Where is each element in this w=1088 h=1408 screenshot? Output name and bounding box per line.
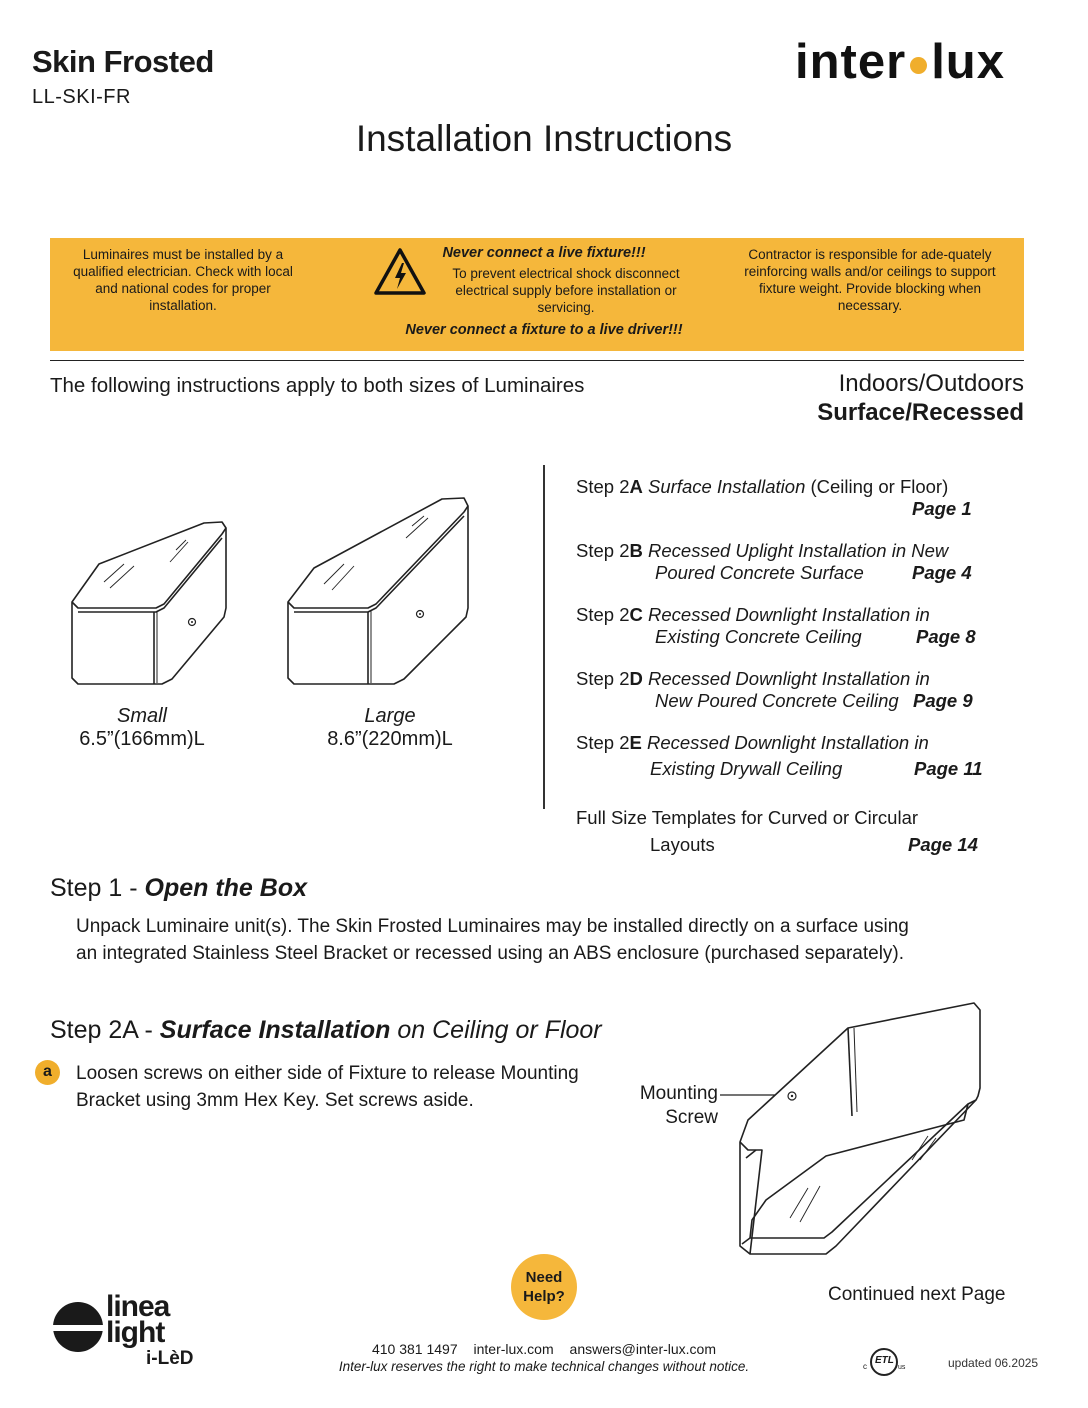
step2a-text-line1: Loosen screws on either side of Fixture to release Mounting — [76, 1063, 579, 1084]
warning-live-fixture — [392, 245, 696, 339]
toc-item-2a — [576, 476, 996, 520]
toc-title: Full Size Templates for Curved or Circular — [576, 807, 919, 828]
toc-page: Page 9 — [913, 690, 973, 711]
toc-prefix: Step 2 — [576, 604, 630, 625]
toc-item-2b — [576, 540, 996, 584]
warning-heading: Never connect a live fixture!!! — [442, 245, 646, 261]
large-luminaire-name: Large — [364, 705, 416, 727]
step2a-letter: A — [122, 1016, 138, 1044]
continued-text: Continued next Page — [828, 1284, 1006, 1305]
logo-line1: linea — [106, 1290, 170, 1323]
environment-text: Indoors/Outdoors — [838, 370, 1024, 397]
help-line2: Help? — [523, 1288, 565, 1305]
toc-title-line2: New Poured Concrete Ceiling — [655, 690, 899, 711]
divider — [50, 360, 1024, 361]
toc-prefix: Step 2 — [576, 540, 630, 561]
linea-light-mark-icon — [52, 1301, 108, 1357]
product-code: LL-SKI-FR — [32, 86, 131, 108]
step2a-title-rest: on Ceiling or Floor — [390, 1016, 602, 1044]
high-voltage-warning-icon — [373, 247, 427, 297]
toc-title-rest: (Ceiling or Floor) — [805, 476, 949, 497]
toc-prefix: Step 2 — [576, 732, 630, 753]
etl-mark-text: ETL — [875, 1355, 894, 1366]
help-line1: Need — [525, 1269, 563, 1286]
large-luminaire-illustration — [284, 492, 474, 692]
contact-phone[interactable]: 410 381 1497 — [371, 1341, 458, 1357]
toc-title-line2: Existing Drywall Ceiling — [650, 758, 843, 779]
toc-title-line2: Poured Concrete Surface — [655, 562, 864, 583]
disclaimer: Inter-lux reserves the right to make technical changes without notice. — [338, 1359, 750, 1374]
callout-line1: Mounting — [639, 1083, 718, 1104]
step1-text — [76, 913, 976, 967]
column-divider — [543, 465, 545, 809]
toc-letter: A — [629, 476, 643, 497]
etl-c-text: c — [863, 1362, 867, 1371]
mounting-screw-callout — [620, 1082, 718, 1130]
small-luminaire-name: Small — [116, 705, 167, 727]
step2a-text — [76, 1060, 616, 1114]
toc-page: Page 8 — [916, 626, 976, 647]
step1-text-line2: an integrated Stainless Steel Bracket or recessed using an ABS enclosure (purchased separately). — [76, 943, 905, 964]
toc-page: Page 1 — [912, 498, 972, 519]
toc-letter: C — [629, 604, 643, 625]
brand-logo-left: inter — [795, 35, 907, 89]
step-bullet-a: a — [35, 1060, 60, 1085]
updated-date: updated 06.2025 — [948, 1356, 1039, 1370]
step2a-label: Step 2 — [50, 1016, 123, 1044]
toc-prefix: Step 2 — [576, 668, 630, 689]
small-luminaire-caption — [42, 705, 242, 751]
warning-qualified-electrician: Luminaires must be installed by a qualified electrician. Check with local and national codes for proper installation. — [73, 247, 293, 313]
large-luminaire-size: 8.6”(220mm)L — [327, 728, 453, 750]
logo-line3: i-LèD — [146, 1348, 194, 1369]
toc-item-2d — [576, 668, 996, 712]
toc-item-2c — [576, 604, 996, 648]
toc-page: Page 11 — [914, 758, 983, 779]
toc-page: Page 4 — [912, 562, 972, 583]
product-name: Skin Frosted — [32, 44, 214, 79]
small-luminaire-illustration — [64, 492, 234, 692]
etl-certification-icon — [862, 1346, 908, 1380]
toc-letter: B — [629, 540, 643, 561]
toc-prefix: Step 2 — [576, 476, 630, 497]
step2a-heading — [50, 1016, 602, 1045]
brand-dot-icon — [910, 57, 927, 74]
step2a-separator: - — [137, 1016, 160, 1044]
step1-title: Open the Box — [144, 874, 308, 902]
callout-line2: Screw — [665, 1107, 718, 1128]
brand-logo — [795, 34, 1005, 90]
large-luminaire-caption — [290, 705, 490, 751]
warning-body: To prevent electrical shock disconnect electrical supply before installation or servicing. — [452, 266, 680, 315]
toc-title-line2: Existing Concrete Ceiling — [655, 626, 862, 647]
step1-heading — [50, 874, 307, 903]
logo-line2: light — [106, 1316, 165, 1349]
applies-text: The following instructions apply to both sizes of Luminaires — [50, 374, 585, 397]
toc-page: Page 14 — [908, 834, 978, 855]
toc-letter: D — [629, 668, 643, 689]
toc-title: Recessed Downlight Installation in — [648, 604, 930, 625]
toc-item-2e — [576, 732, 996, 782]
step1-label: Step 1 - — [50, 874, 145, 902]
step2a-title: Surface Installation — [159, 1016, 391, 1044]
toc-title: Surface Installation — [648, 476, 806, 497]
small-luminaire-size: 6.5”(166mm)L — [79, 728, 205, 750]
toc-title: Recessed Downlight Installation in — [646, 732, 929, 753]
brand-logo-right: lux — [931, 35, 1005, 89]
contact-email[interactable]: answers@inter-lux.com — [569, 1341, 717, 1357]
page-title: Installation Instructions — [355, 118, 733, 159]
toc-letter: E — [629, 732, 642, 753]
toc-item-templates — [576, 807, 996, 857]
warning-contractor: Contractor is responsible for ade-quately reinforcing walls and/or ceilings to support fixture weight. Provide blocking when necessary. — [744, 247, 996, 313]
step2a-text-line2: Bracket using 3mm Hex Key. Set screws aside. — [76, 1090, 474, 1111]
etl-us-text: us — [898, 1364, 906, 1371]
warning-footer: Never connect a fixture to a live driver!!! — [405, 322, 683, 338]
toc-title: Recessed Downlight Installation in — [648, 668, 930, 689]
need-help-badge[interactable] — [511, 1254, 577, 1320]
step1-text-line1: Unpack Luminaire unit(s). The Skin Frosted Luminaires may be installed directly on a surface using — [76, 916, 909, 937]
linea-light-logo — [52, 1290, 222, 1374]
fixture-mounting-screw-illustration — [716, 1000, 986, 1260]
contact-website[interactable]: inter-lux.com — [473, 1341, 554, 1357]
toc-title: Recessed Uplight Installation in New — [648, 540, 949, 561]
mounting-text: Surface/Recessed — [817, 399, 1024, 426]
toc-title-line2: Layouts — [650, 834, 715, 855]
